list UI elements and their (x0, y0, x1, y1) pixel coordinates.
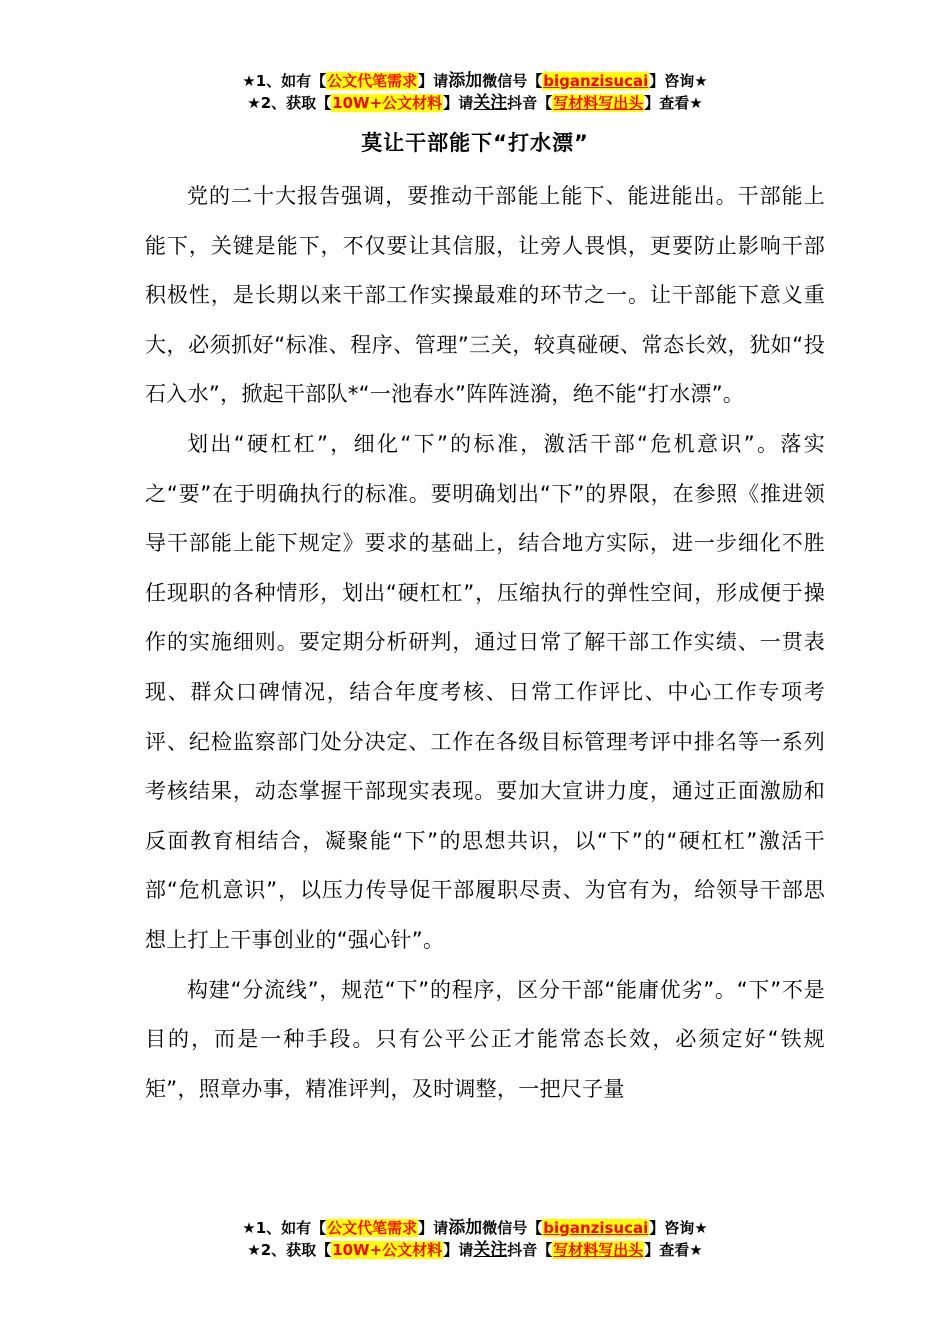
promo-text: 】查看★ (644, 1241, 703, 1259)
promo-highlight: 10W+公文材料 (332, 94, 443, 112)
promo-text: 抖音【 (507, 1241, 553, 1259)
promo-text: 微信号【 (482, 1219, 543, 1237)
promo-text: 】请 (443, 1241, 474, 1259)
promo-douyin-id: 写材料写出头 (553, 94, 644, 112)
promo-emphasis: 关注 (473, 1240, 508, 1260)
promo-text: ★2、获取【 (247, 94, 332, 112)
promo-highlight: 公文代笔需求 (327, 1219, 418, 1237)
promo-wechat-id: biganzisucai (543, 72, 649, 90)
promo-text: ★1、如有【 (242, 72, 327, 90)
promo-text: ★2、获取【 (247, 1241, 332, 1259)
promo-line-2 (0, 1239, 950, 1261)
paragraph: 构建“分流线”，规范“下”的程序，区分干部“能庸优劣”。“下”不是目的，而是一种手段。只有公平公正才能常态长效，必须定好“铁规矩”，照章办事，精准评判，及时调整，一把尺子量 (145, 977, 825, 1101)
paragraph: 党的二十大报告强调，要推动干部能上能下、能进能出。干部能上能下，关键是能下，不仅要让其信服，让旁人畏惧，更要防止影响干部积极性，是长期以来干部工作实操最难的环节之一。让干部能下意义重大，必须抓好“标准、程序、管理”三关，较真碰硬、常态长效，犹如“投石入水”，掀起干部队*“一池春水”阵阵涟漪，绝不能“打水漂”。 (145, 184, 825, 407)
promo-text: 】咨询★ (649, 72, 708, 90)
promo-highlight: 公文代笔需求 (327, 72, 418, 90)
promo-line-1 (0, 1217, 950, 1239)
promo-text: 】咨询★ (649, 1219, 708, 1237)
promo-emphasis: 添加 (448, 71, 483, 91)
promo-text: 】请 (418, 72, 449, 90)
promo-line-2 (0, 92, 950, 114)
promo-text: ★1、如有【 (242, 1219, 327, 1237)
promo-douyin-id: 写材料写出头 (553, 1241, 644, 1259)
header-promo-banner (0, 70, 950, 114)
document-title: 莫让干部能下“打水漂” (361, 131, 589, 155)
promo-emphasis: 添加 (448, 1218, 483, 1238)
promo-text: 】请 (443, 94, 474, 112)
promo-line-1 (0, 70, 950, 92)
promo-text: 微信号【 (482, 72, 543, 90)
promo-text: 】查看★ (644, 94, 703, 112)
promo-text: 抖音【 (507, 94, 553, 112)
footer-promo-banner (0, 1217, 950, 1261)
promo-highlight: 10W+公文材料 (332, 1241, 443, 1259)
paragraph: 划出“硬杠杠”，细化“下”的标准，激活干部“危机意识”。落实之“要”在于明确执行的标准。要明确划出“下”的界限，在参照《推进领导干部能上能下规定》要求的基础上，结合地方实际，进一步细化不胜任现职的各种情形，划出“硬杠杠”，压缩执行的弹性空间，形成便于操作的实施细则。要定期分析研判，通过日常了解干部工作实绩、一贯表现、群众口碑情况，结合年度考核、日常工作评比、中心工作专项考评、纪检监察部门处分决定、工作在各级目标管理考评中排名等一系列考核结果，动态掌握干部现实表现。要加大宣讲力度，通过正面激励和反面教育相结合，凝聚能“下”的思想共识，以“下”的“硬杠杠”激活干部“危机意识”，以压力传导促干部履职尽责、为官有为，给领导干部思想上打上干事创业的“强心针”。 (145, 431, 825, 952)
promo-text: 】请 (418, 1219, 449, 1237)
promo-emphasis: 关注 (473, 93, 508, 113)
document-body (145, 172, 825, 1114)
promo-wechat-id: biganzisucai (543, 1219, 649, 1237)
